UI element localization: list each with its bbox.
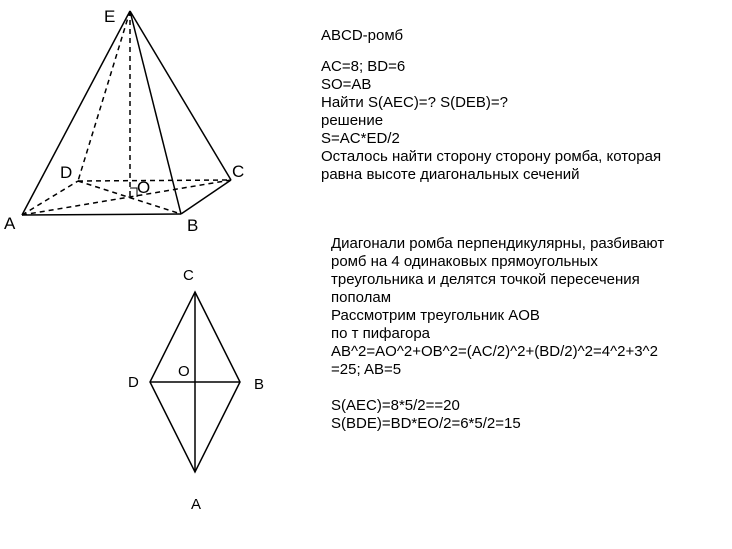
solution-line: AB^2=AO^2+OB^2=(AC/2)^2+(BD/2)^2=4^2+3^2	[331, 343, 658, 360]
right-angle-mark	[130, 188, 137, 197]
rhombus-labels	[128, 267, 264, 513]
given-line: равна высоте диагональных сечений	[321, 166, 580, 183]
given-line: AC=8; BD=6	[321, 58, 406, 75]
solution-line-blank	[331, 379, 664, 397]
solution-line: треугольника и делятся точкой пересечения	[331, 271, 640, 288]
rhombus-figure	[150, 292, 240, 472]
rhombus-label-D: D	[128, 374, 139, 391]
edge-BC	[181, 180, 231, 214]
solution-line: ромб на 4 одинаковых прямоугольных	[331, 253, 598, 270]
label-D: D	[60, 163, 73, 182]
solution-line: Рассмотрим треугольник AOB	[331, 307, 540, 324]
given-line: S=AC*ED/2	[321, 130, 400, 147]
given-text-block	[321, 27, 661, 184]
given-title: ABCD-ромб	[321, 27, 404, 44]
solution-line: по т пифагора	[331, 325, 431, 342]
given-line: решение	[321, 112, 384, 129]
edge-AB	[22, 214, 181, 215]
label-O: O	[137, 178, 151, 197]
rhombus-label-C: C	[183, 267, 194, 284]
pyramid-labels	[4, 7, 244, 235]
diagonal-AC	[22, 180, 231, 215]
label-E: E	[104, 7, 116, 26]
edge-EC	[130, 11, 231, 180]
solution-line: =25; AB=5	[331, 361, 402, 378]
label-A: A	[4, 214, 16, 233]
given-line: SO=AB	[321, 76, 372, 93]
rhombus-label-O: O	[178, 363, 190, 380]
label-B: B	[187, 216, 199, 235]
label-C: C	[232, 162, 245, 181]
solution-line: S(AEC)=8*5/2==20	[331, 397, 460, 414]
edge-EA	[22, 11, 130, 215]
given-line: Найти S(AEC)=? S(DEB)=?	[321, 94, 509, 111]
solution-text-block	[331, 235, 664, 433]
edge-DC	[78, 180, 231, 181]
pyramid-figure	[22, 11, 231, 215]
rhombus-label-B: B	[254, 376, 265, 393]
solution-line: Диагонали ромба перпендикулярны, разбивают	[331, 235, 665, 252]
rhombus-label-A: A	[191, 496, 202, 513]
solution-line: S(BDE)=BD*EO/2=6*5/2=15	[331, 415, 521, 432]
given-line: Осталось найти сторону сторону ромба, которая	[321, 148, 662, 165]
solution-line: пополам	[331, 289, 392, 306]
